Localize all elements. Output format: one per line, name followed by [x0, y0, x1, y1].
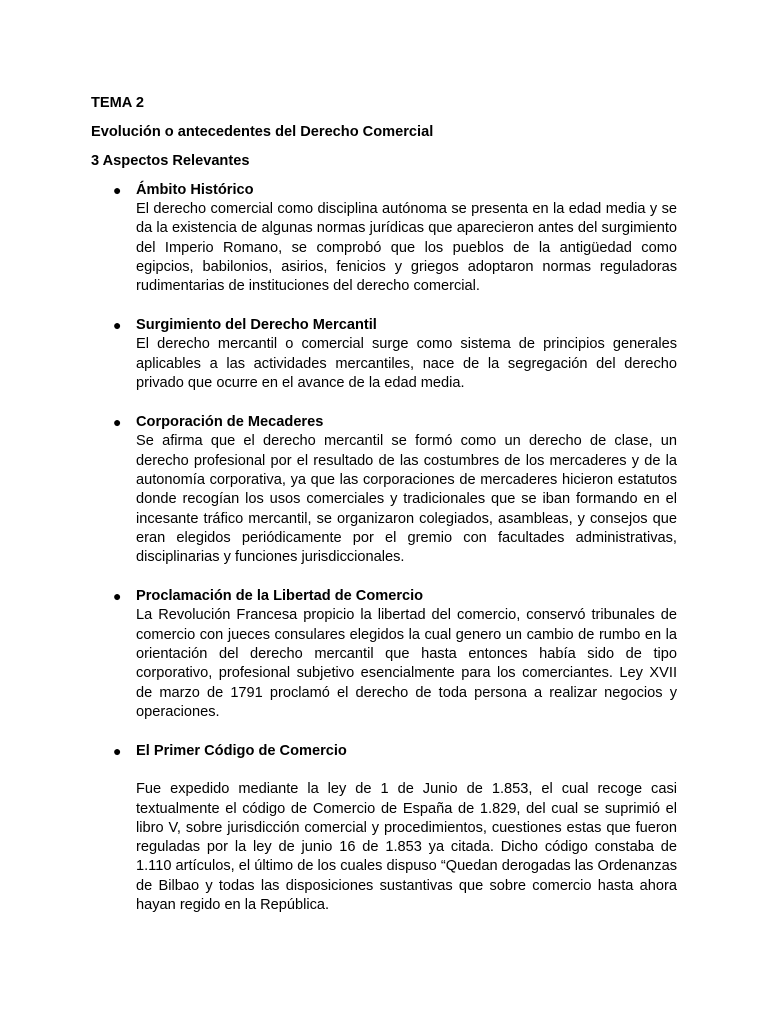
section-surgimiento-derecho-mercantil: [91, 316, 677, 393]
section-primer-codigo-comercio: [91, 742, 677, 915]
section-body: Se afirma que el derecho mercantil se formó como un derecho de clase, un derecho profesional por el resultado de las costumbres de los mercaderes y de la autonomía corporativa, ya que las corporaciones de mercaderes hicieron estatutos donde recogían los usos comerciales y tradicionales que se iban formando en el incesante tráfico mercantil, se organizaron colegiados, asambleas, y consejos que eran elegidos periódicamente por el gremio con facultades administrativas, disciplinarias y funciones jurisdiccionales.: [136, 433, 677, 566]
section-title: Ámbito Histórico: [136, 182, 254, 198]
section-title: El Primer Código de Comercio: [136, 743, 347, 760]
section-body: La Revolución Francesa propicio la libertad del comercio, conservó tribunales de comercio con jueces consulares elegidos la cual genero un cambio de rumbo en la orientación del derecho mercantil que hasta entonces había sido de tipo corporativo, profesional subjetivo esencialmente para los comerciantes. Ley XVII de marzo de 1791 proclamó el derecho de toda persona a realizar negocios y operaciones.: [136, 607, 677, 720]
bullet-icon: ●: [113, 743, 122, 760]
document-page: [91, 94, 677, 915]
section-title: Surgimiento del Derecho Mercantil: [136, 317, 377, 334]
aspects-heading: 3 Aspectos Relevantes: [91, 153, 250, 169]
bullet-icon: ●: [113, 182, 122, 198]
section-body: El derecho comercial como disciplina autónoma se presenta en la edad media y se da la existencia de algunas normas jurídicas que aparecieron antes del surgimiento del Imperio Romano, se comprobó que los pueblos de la antigüedad como egipcios, babilonios, asirios, fenicios y griegos adoptaron normas reguladoras rudimentarias de instituciones del derecho comercial.: [136, 201, 677, 295]
section-title: Proclamación de la Libertad de Comercio: [136, 588, 424, 605]
bullet-icon: ●: [113, 317, 122, 334]
section-body: Fue expedido mediante la ley de 1 de Junio de 1.853, el cual recoge casi textualmente el código de Comercio de España de 1.829, del cual se suprimió el libro V, sobre jurisdicción comercial y procedimientos, cuestiones estas que fueron reguladas por la ley de junio 16 de 1.853 ya citada. Dicho código constaba de 1.110 artículos, el último de los cuales dispuso “Quedan derogadas las Ordenanzas de Bilbao y todas las disposiciones sustantivas que sobre comercio hasta ahora hayan regido en la República.: [136, 781, 677, 914]
document-title: Evolución o antecedentes del Derecho Comercial: [91, 124, 434, 140]
section-body: El derecho mercantil o comercial surge como sistema de principios generales aplicables a las actividades mercantiles, nace de la segregación del derecho privado que ocurre en el avance de la edad media.: [136, 336, 677, 392]
section-title: Corporación de Mecaderes: [136, 414, 324, 431]
section-libertad-comercio: [91, 587, 677, 722]
section-corporacion-mercaderes: [91, 413, 677, 567]
topic-number: TEMA 2: [91, 95, 144, 111]
bullet-icon: ●: [113, 588, 122, 605]
bullet-icon: ●: [113, 414, 122, 431]
section-ambito-historico: [91, 181, 677, 296]
